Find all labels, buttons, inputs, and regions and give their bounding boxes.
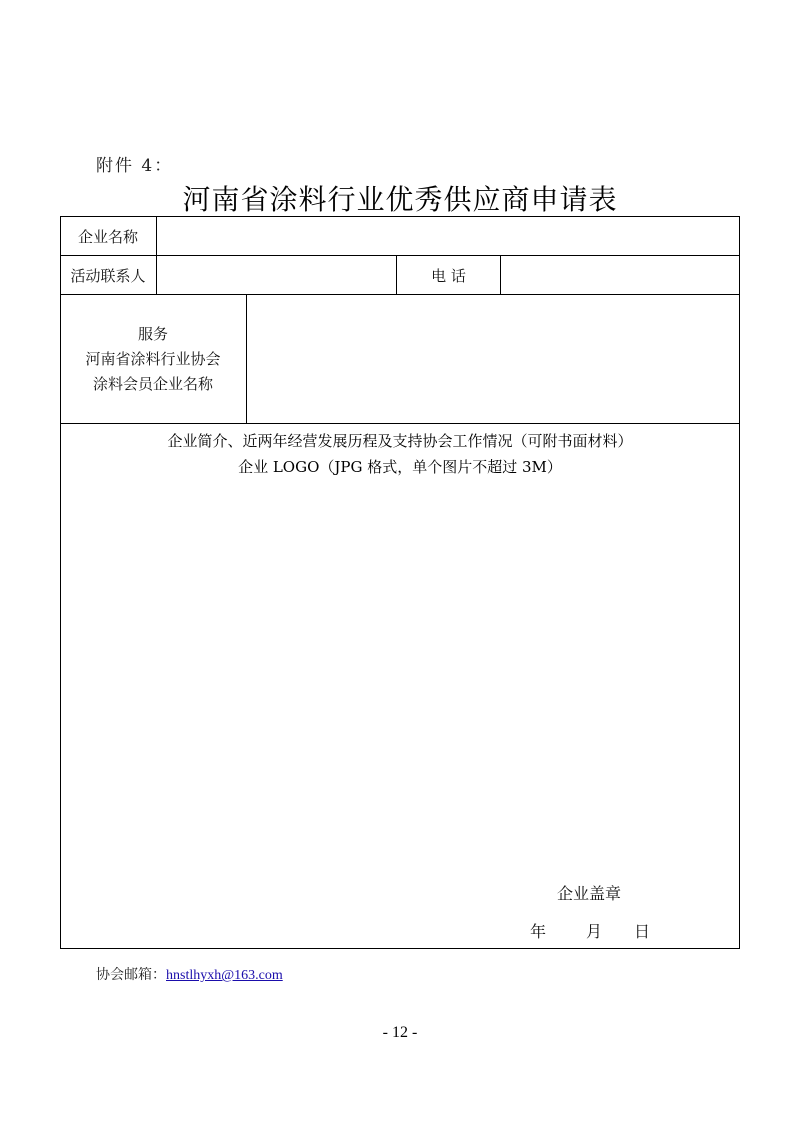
member-label-line: 河南省涂料行业协会 xyxy=(85,350,221,368)
company-seal-label: 企业盖章 xyxy=(557,884,622,903)
company-name-label: 企业名称 xyxy=(77,228,138,246)
member-label-line: 服务 xyxy=(137,325,168,343)
contact-person-field[interactable] xyxy=(157,256,396,294)
association-email xyxy=(96,964,283,984)
form-title: 河南省涂料行业优秀供应商申请表 xyxy=(182,183,618,216)
date-month-label: 月 xyxy=(586,922,603,941)
company-intro-field[interactable] xyxy=(61,482,739,862)
phone-label: 电 话 xyxy=(431,267,466,285)
row-divider xyxy=(60,423,740,424)
date-day-label: 日 xyxy=(634,922,651,941)
date-year-label: 年 xyxy=(530,922,547,941)
email-link[interactable]: hnstlhyxh@163.com xyxy=(166,968,283,983)
table-border-bottom xyxy=(60,948,740,949)
page-number: - 12 - xyxy=(382,1024,418,1041)
email-label: 协会邮箱： xyxy=(96,967,166,983)
table-border-right xyxy=(739,216,740,949)
company-intro-instructions xyxy=(60,428,740,480)
attachment-label: 附件 4： xyxy=(96,156,174,176)
member-label-line: 涂料会员企业名称 xyxy=(92,375,213,393)
intro-line: 企业简介、近两年经营发展历程及支持协会工作情况（可附书面材料） xyxy=(167,432,633,450)
contact-person-label: 活动联系人 xyxy=(70,267,146,285)
company-name-field[interactable] xyxy=(157,217,739,255)
intro-line: 企业 LOGO（JPG 格式，单个图片不超过 3M） xyxy=(238,458,562,476)
member-company-label xyxy=(60,322,246,397)
member-company-field[interactable] xyxy=(247,295,739,423)
phone-field[interactable] xyxy=(501,256,739,294)
